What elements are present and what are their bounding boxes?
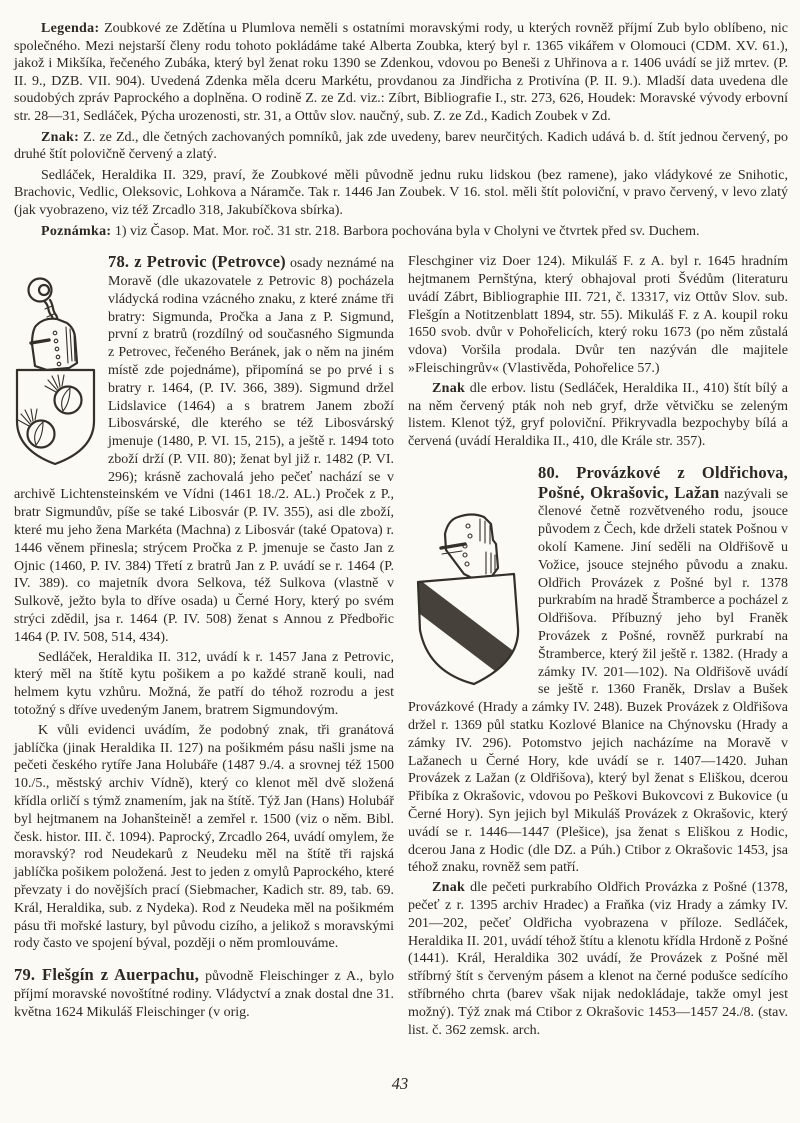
- poznamka-paragraph: [14, 223, 788, 241]
- bend-coat-of-arms-icon: [408, 510, 526, 696]
- entry-79-first-paragraph: [14, 966, 394, 1021]
- entry-78-paragraph-2: Sedláček, Heraldika II. 312, uvádí k r. 1457 Jana z Petrovic, který měl na štítě kytu pošikem a po každé straně kouli, nad helmem kytu vzhůru. Možná, že patří do téhož rozrodu a jest totožný s dříve uvedeným Janem, bratrem Sigmundovým.: [14, 649, 394, 719]
- entry-79: [14, 966, 394, 1021]
- legend-paragraph: [14, 20, 788, 126]
- entry-79-continuation: Fleschginer viz Doer 124). Mikuláš F. z A. byl r. 1645 hradním hejtmanem Pernštýna, který obhajoval proti Švédům (literaturu uvádí Zábrt, Bibliographie III. 721, č. 13317, viz Ottův Slov. sub. Flešgín a Notitzenblatt 1894, str. 55). Mikuláš F. z A. koupil roku 1650 svob. dvůr v Pohořelicích, který roku 1673 (po něm zůstalá vdova) Voršila prodala. Dvůr ten nazýván dle majitele »Fleischingrův« (Vlastivěda, Pohořelice 57.): [408, 254, 788, 376]
- coat-of-arms-provazek-illustration: [408, 482, 528, 696]
- entry-79-heading: 79. Flešgín z Auerpachu,: [14, 965, 200, 985]
- entry-79-intro-left-part: původně Fleischinger z A., bylo příjmí moravské novoštítné rodiny. Vládyctví a znak dostal dne 31. května 1624 Mikuláš Fleischinger (v orig.: [14, 969, 394, 1020]
- page-number: 43: [391, 1074, 409, 1093]
- right-column: [408, 253, 788, 1039]
- legend-lead: Legenda:: [41, 21, 100, 36]
- poznamka-text: 1) viz Časop. Mat. Mor. roč. 31 str. 218. Barbora pochována byla v Cholyni ve čtvrtek před sv. Duchem.: [114, 223, 700, 239]
- entry-80-znak-paragraph: [408, 879, 788, 1039]
- entry-78-heading: 78. z Petrovic (Petrovce): [108, 252, 286, 272]
- znak-paragraph: [14, 129, 788, 164]
- entry-78-intro: osady neznámé na Moravě (dle ukazovatele z Petrovic 8) pocházela vládycká rodina vzácného znaku, z které známe tři bratry: Sigmunda, Pročka a Jana z P. Sigmund, první z bratrů (rozdílný od současného Sigmunda z Petrovec, řečeného Beránek, jak o něm na jiném místě zde pojednáme), připomíná se po prvé i s bratry r. 1464, (P. IV. 366, 389). Sigmund držel Lidslavice (1464) a s bratrem Janem zboží Libosvárské, dle kterého se též Libosvárský jmenuje (1480, P. VI. 15, 215), a ještě r. 1494 toto zboží drží (P. VII. 80); ženat byl již r. 1482 (P. VI. 296); krásně zachovalá jeho pečeť nachází se v archivě Lichtensteinském ve Vídni (1461 18./2. AL.) Proček z P., bratr Sigmundův, píše se také Libosvár (P. IV. 355), asi dle zboží, které mu jeho žena Markéta (Machna) z Libosvár (také Opatova) r. 1446 věnem přinesla; strýcem Pročka z P. jmenuje se často Jan z Ojnic (1460, P. IV. 384) Třetí z bratrů Jan z P. uvádí se r. 1464 (P. IV. 389). co majetník dvora Selkova, též Sulkova (vlastně v Sulkově, ježto byla to dříve osada) u Černé Hory, který po svém strýci zdědil, jsa r. 1464 (P. IV. 508) ženat s Annou z Předbořic 1464 (P. IV. 508, 514, 434).: [14, 256, 395, 645]
- entry-80-intro: nazývali se členové četně rozvětveného rodu, jsouce původem z Čech, kde drželi statek Pošnou v okolí Kamene. Jiní seděli na Oldřišově u Vožice, jsouce stejného původu a znaku. Oldřich Provázek z Pošné byl r. 1378 purkrabím na hradě Štramberce a pocházel z Oldřišova. Příbuzný jeho byl Franěk Provázek z Pošné, rovněž purkrabí na Štramberce, který žil ještě r. 1382. (Hrady a zámky IV. 201—102). Na Oldřišově uvádí se ještě r. 1360 Franěk, Drslav a Bušek Provázkové (Hrady a zámky IV. 248). Buzek Provázek z Oldřišova držel r. 1369 půl statku Kozlové Blanice na Chýnovsku (Hrady a zámky IV. 296). Potomstvo jejich nacházíme na Moravě v Lažanech u Černé Hory, kde uvádí se r. 1407—1420. Juhan Provázek z Lažan (z Oldřišova), který byl ženat s Eliškou, dcerou Přibíka z Okrašovic, vdovou po Peškovi Bukovcovi z Bukovice (u Černé Hory). Syn jejich byl Mikuláš Provázek z Okrašovic, který uvádí se r. 1446—1447 (Plešice), jsa ženat s Eliškou z Hodic, dcerou Jana z Hodic (dle DZ. a Púh.) Ctibor z Okrašovic 1453, jsa téhož znaku, rovněž sem patří.: [408, 486, 788, 876]
- entry-78-paragraph-3: K vůli evidenci uvádím, že podobný znak, tři granátová jablíčka (jinak Heraldika II. 127) na pošikmém pásu našli jsme na pečeti českého rytíře Jana Holubáře (1487 9./4. a srovnej též 1500 10./5., městský archiv Vídně), který co klenot měl dvě složená křídla orličí s týmž znamením, jak na štítě. Týž Jan (Hans) Holubář byl hejtmanem na Johanšteině! a zemřel r. 1500 (viz o něm. Bibl. česk. histor. III. č. 1094). Paprocký, Zrcadlo 264, uvádí omylem, že moravský? rod Neudekarů z Neudeku měl na štítě tři rajská jablíčka pošikem položená. Jest to jeden z omylů Paprockého, které převzaty i do novějších prací (Siebmacher, Kadich str. 89, tab. 69. Král, Heraldika, sub. z Nydeka). Rod z Neudeka měl na pošikmém pásu tři mořské lastury, byl původu cizího, a jelikož s moravskými rody často ve spojení býval, později o něm promlouváme.: [14, 722, 394, 952]
- znak-lead: Znak:: [41, 129, 80, 145]
- entry-78: [14, 253, 394, 953]
- entry-80-heading: 80. Provázkové z Oldřichova, Pošné, Okrašovic, Lažan: [538, 462, 788, 502]
- top-section: [14, 20, 788, 240]
- entry-80-znak-text: dle pečeti purkrabího Oldřich Provázka z Pošné (1378, pečeť z r. 1395 archiv Hradec) a Fraňka (viz Hrady a zámky IV. 201—202, pečeť Oldřicha vyobrazena v příloze. Sedláček, Heraldika II. 201, uvádí téhož štítu a klenotu křídla Hrdoně z Pošné (1441). Král, Heraldika 302 uvádí, že Provázek z Pošné měl stříbrný štít s červeným pásem a klenot na černé podušce sedícího stříbrného chrta (barev však nijak nedokládaje, takže omyl jest možný). Týž znak má Ctibor z Okrašovic 1453—1457 24./8. (stav. list. č. 362 zemsk. arch.: [408, 880, 788, 1038]
- entry-80-znak-lead: Znak: [432, 880, 466, 896]
- pomegranates-coat-of-arms-icon: [14, 273, 98, 469]
- entry-79-znak-lead: Znak: [432, 380, 466, 396]
- two-column-body: [14, 253, 788, 1039]
- sedlacek-paragraph: Sedláček, Heraldika II. 329, praví, že Zoubkové měli původně jednu ruku lidskou (bez ramene), jako vládykové ze Snihotic, Brachovic, Vedlic, Oleksovic, Lohkova a Náramče. Tak r. 1446 Jan Zoubek. V 16. stol. měli štít poloviční, v pravo červený, v levo zlatý (jak vyobrazeno, viz též Zrcadlo 318, Jakubíčkova sbírka).: [14, 167, 788, 218]
- entry-79-znak-text: dle erbov. listu (Sedláček, Heraldika II., 410) štít bílý a na něm červený pták noh neb gryf, drže větvičku se zeleným listem. Klenot týž, gryf poloviční. Přikryvadla bezpochyby bílá a červená (uvádí Heraldika II., 410, dle Krále str. 357).: [408, 380, 789, 450]
- coat-of-arms-petrovic-illustration: [14, 273, 98, 469]
- legend-text: Zoubkové ze Zdětína u Plumlova neměli s ostatními moravskými rody, u kterých rovněž příjmí Zub bylo oblíbeno, nic společného. Mezi nejstarší členy rodu tohoto pokládáme také Alberta Zoubka, který byl r. 1365 vikářem v Olomouci (CDM. XV. 61.), jakož i Mikšíka, řečeného Zubáka, který byl ženat roku 1390 se Zdenkou, vdovou po Beneši z Uhřinova a r. 1406 uvádí se již mrtev. (P. II. 9., DZB. VII. 904). Uvedená Zdenka měla dceru Markétu, provdanou za Jindřicha z Protivína (P. II. 9.). Mladší data uvedena dle soudobých zpráv Paprockého a doplněna. O rodině Z. ze Zd. viz.: Zíbrt, Bibliografie I., str. 273, 626, Houdek: Moravské vývody erbovní str. 28—31, Sedláček, Pýcha urozenosti, str. 31, a Ottův slov. naučný, sub. Z. ze Zd., Kadich Zoubek v Zd.: [14, 21, 788, 124]
- entry-79-znak-paragraph: [408, 380, 788, 451]
- entry-80: [408, 464, 788, 1040]
- poznamka-lead: Poznámka:: [41, 223, 112, 239]
- left-column: [14, 253, 394, 1039]
- znak-text: Z. ze Zd., dle četných zachovaných pomníků, jak zde uvedeny, barev neurčitých. Kadich udává b. d. štít jednou červený, po druhé štít polovičně červený a zlatý.: [14, 129, 788, 163]
